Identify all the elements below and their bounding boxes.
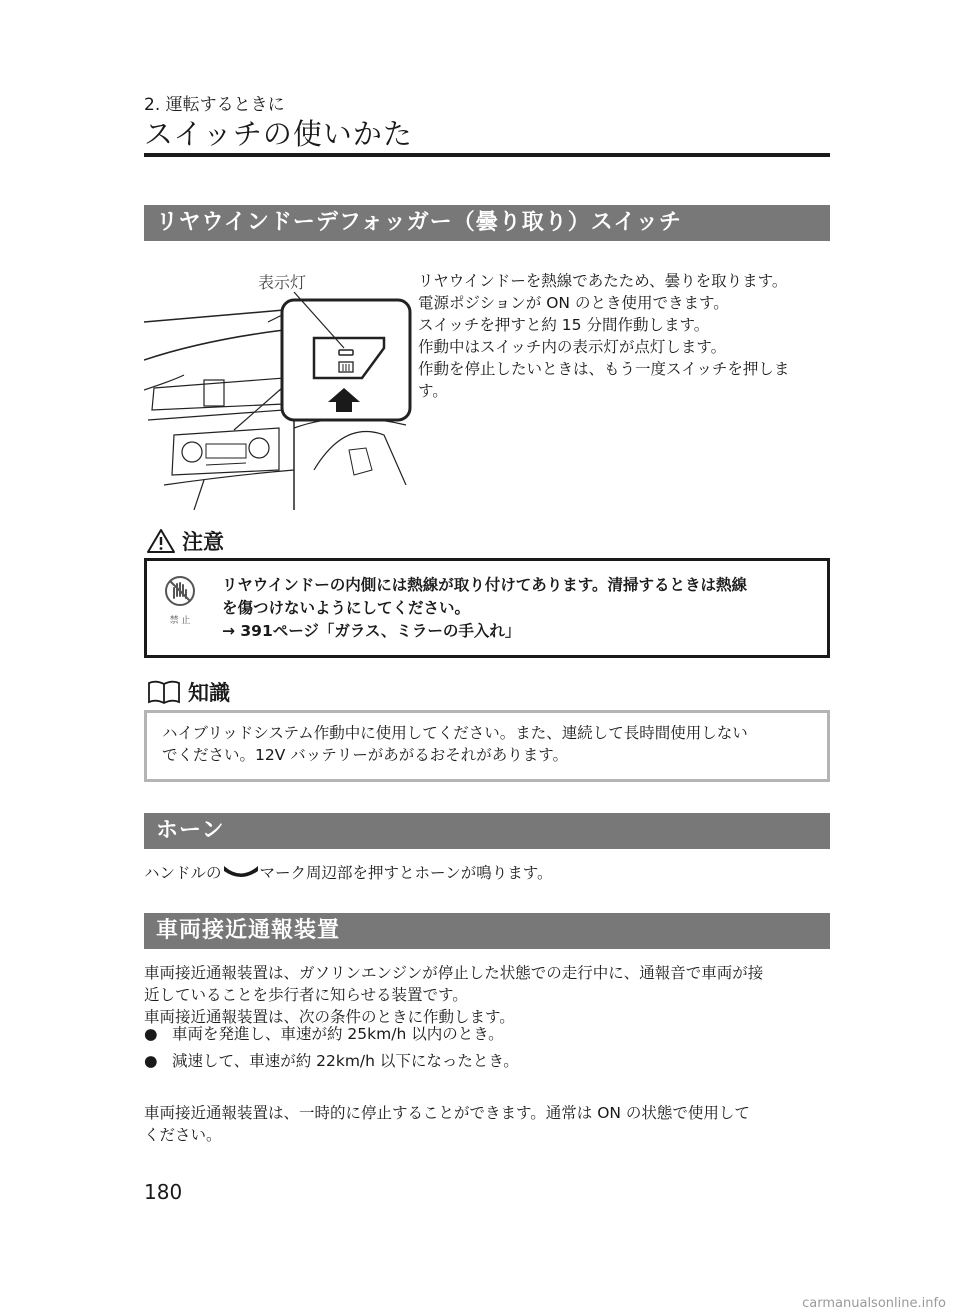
- knowledge-line: でください。12V バッテリーがあがるおそれがあります。: [162, 746, 569, 764]
- bullet-dot-icon: ●: [144, 1025, 158, 1043]
- prohibit-label: 禁 止: [169, 616, 191, 626]
- section-heading-avas: 車両接近通報装置: [144, 913, 830, 949]
- avas-bullet: [144, 1050, 519, 1072]
- indicator-label: 表示灯: [258, 273, 307, 292]
- knowledge-text: [162, 722, 818, 766]
- avas-bullet: [144, 1023, 504, 1045]
- dashboard-illustration: [144, 270, 414, 510]
- avas-intro-line: 車両接近通報装置は、ガソリンエンジンが停止した状態での走行中に、通報音で車両が接: [144, 964, 764, 982]
- avas-intro-line: 車両接近通報装置は、次の条件のときに作動します。: [144, 1008, 515, 1026]
- avas-outro-line: 車両接近通報装置は、一時的に停止することができます。通常は ON の状態で使用して: [144, 1104, 750, 1122]
- horn-text: [144, 862, 552, 884]
- avas-intro-line: 近していることを歩行者に知らせる装置です。: [144, 986, 468, 1004]
- caution-line: リヤウインドーの内側には熱線が取り付けてあります。清掃するときは熱線: [222, 576, 747, 594]
- horn-text-after: マーク周辺部を押すとホーンが鳴ります。: [259, 864, 553, 882]
- knowledge-heading-text: 知識: [188, 681, 230, 705]
- desc-line: す。: [418, 382, 448, 400]
- horn-mark-icon: [222, 863, 260, 883]
- title-rule: [144, 153, 830, 157]
- prohibit-mark: [160, 574, 200, 626]
- avas-outro: [144, 1102, 834, 1146]
- desc-line: 作動中はスイッチ内の表示灯が点灯します。: [418, 338, 727, 356]
- footer-watermark: carmanualsonline.info: [802, 1296, 946, 1311]
- knowledge-heading: [146, 677, 230, 707]
- avas-bullet-text: 車両を発進し、車速が約 25km/h 以内のとき。: [172, 1025, 504, 1043]
- chapter-label: 2. 運転するときに: [144, 95, 285, 115]
- caution-heading: [146, 526, 224, 556]
- caution-text: [222, 574, 818, 643]
- desc-line: 作動を停止したいときは、もう一度スイッチを押しま: [418, 360, 790, 378]
- desc-line: スイッチを押すと約 15 分間作動します。: [418, 316, 710, 334]
- bullet-dot-icon: ●: [144, 1052, 158, 1070]
- avas-bullet-text: 減速して、車速が約 22km/h 以下になったとき。: [172, 1052, 519, 1070]
- section-heading-defogger: リヤウインドーデフォッガー（曇り取り）スイッチ: [144, 205, 830, 241]
- desc-line: 電源ポジションが ON のとき使用できます。: [418, 294, 729, 312]
- desc-line: リヤウインドーを熱線であたため、曇りを取ります。: [418, 272, 788, 290]
- knowledge-line: ハイブリッドシステム作動中に使用してください。また、連続して長時間使用しない: [162, 724, 748, 742]
- caution-line: を傷つけないようにしてください。: [222, 599, 471, 617]
- defogger-description: [418, 270, 830, 402]
- page-number: 180: [144, 1180, 183, 1204]
- page-title: スイッチの使いかた: [144, 117, 413, 151]
- avas-intro: [144, 962, 834, 1028]
- avas-outro-line: ください。: [144, 1126, 222, 1144]
- horn-text-before: ハンドルの: [144, 864, 222, 882]
- section-heading-horn: ホーン: [144, 813, 830, 849]
- caution-heading-text: 注意: [182, 530, 224, 554]
- caution-line: → 391ページ「ガラス、ミラーの手入れ」: [222, 622, 521, 640]
- book-icon: [146, 679, 182, 705]
- prohibit-hand-icon: [163, 574, 197, 608]
- warning-icon: [146, 528, 176, 554]
